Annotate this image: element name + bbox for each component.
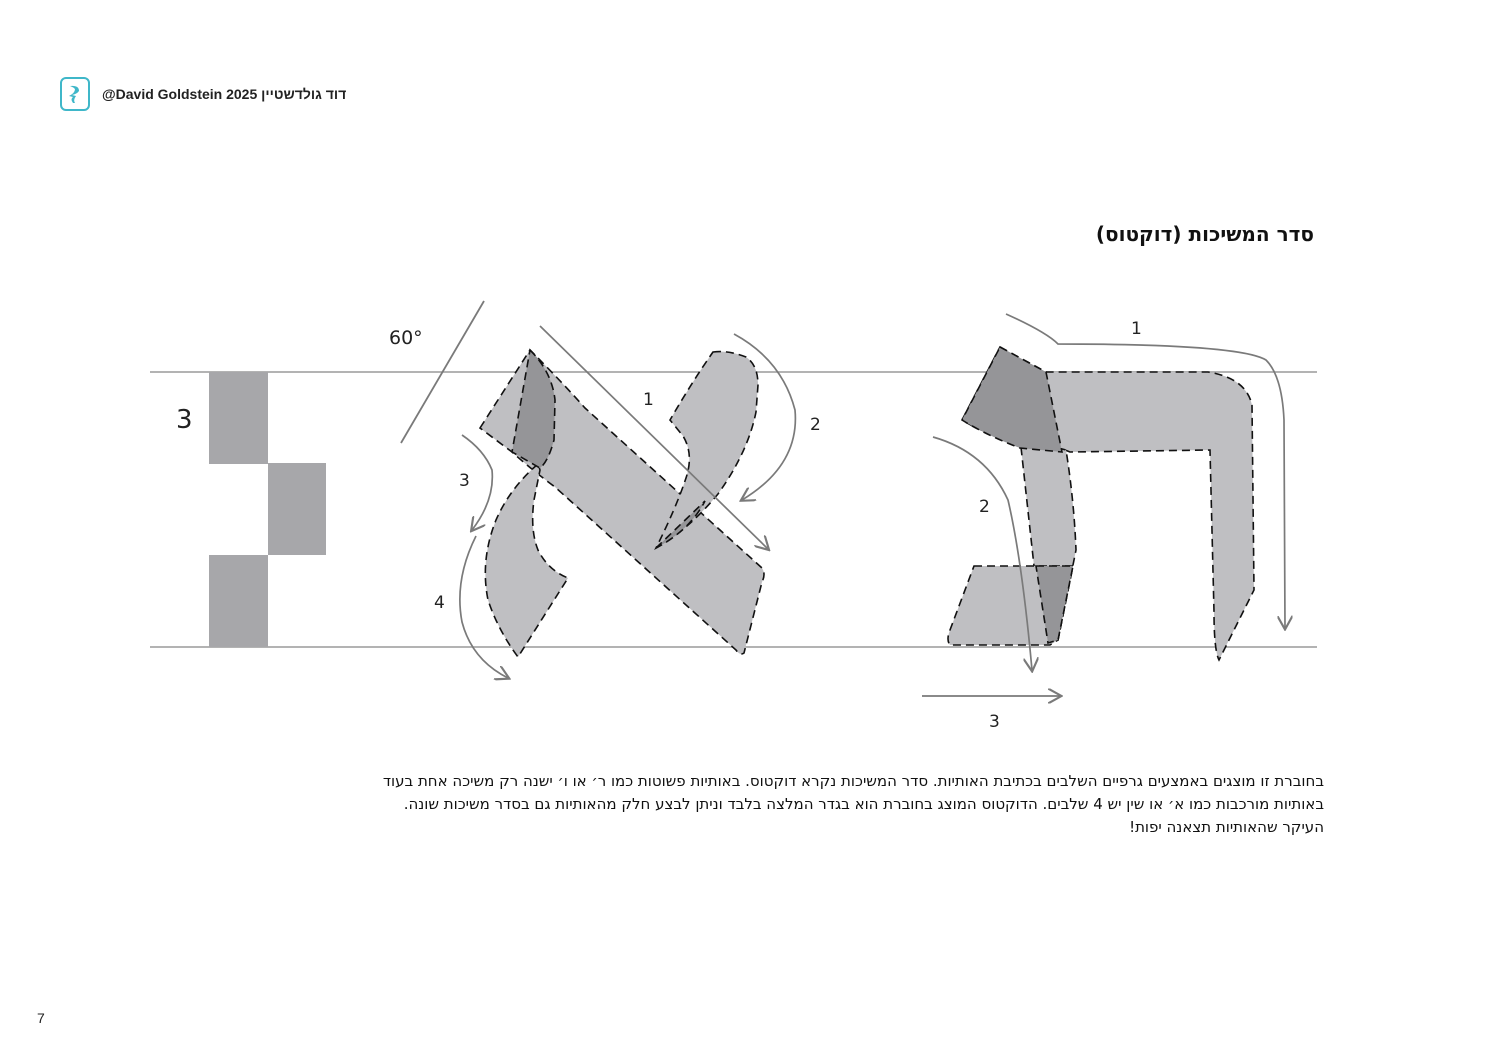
aleph-stroke-number: 1 <box>643 390 654 410</box>
body-paragraph <box>160 770 1324 839</box>
pen-square <box>209 372 268 464</box>
aleph-stroke-number: 3 <box>459 471 470 491</box>
aleph-stroke-number: 2 <box>810 415 821 435</box>
body-line: העיקר שהאותיות תצאנה יפות! <box>1129 818 1324 836</box>
author-credit: @David Goldstein 2025 דוד גולדשטיין <box>102 86 347 102</box>
aleph-left-leg <box>485 464 568 657</box>
he-stroke-number: 3 <box>989 712 1000 732</box>
page-number: 7 <box>37 1010 45 1026</box>
he-stroke-number: 1 <box>1131 319 1142 339</box>
body-line: באותיות מורכבות כמו א׳ או שין יש 4 שלבים. הדוקטוס המוצג בחוברת הוא בגדר המלצה בלבד וניתן לבצע חלק מהאותיות גם בסדר משיכות שונה. <box>403 795 1324 813</box>
page-title: סדר המשיכות (דוקטוס) <box>1095 222 1314 246</box>
he-letter <box>948 347 1254 660</box>
he-stroke-number: 2 <box>979 497 990 517</box>
pen-square <box>268 463 326 555</box>
aleph-stroke-number: 4 <box>434 593 445 613</box>
pen-width-squares <box>209 372 326 647</box>
body-line: בחוברת זו מוצגים באמצעים גרפיים השלבים בכתיבת האותיות. סדר המשיכות נקרא דוקטוס. באותיות פשוטות כמו ר׳ או ו׳ ישנה רק משיכה אחת בעוד <box>382 772 1324 790</box>
pen-square <box>209 555 268 647</box>
angle-label: 60° <box>389 327 423 349</box>
he-overlap-top <box>962 347 1062 452</box>
height-label: 3 <box>176 405 193 435</box>
